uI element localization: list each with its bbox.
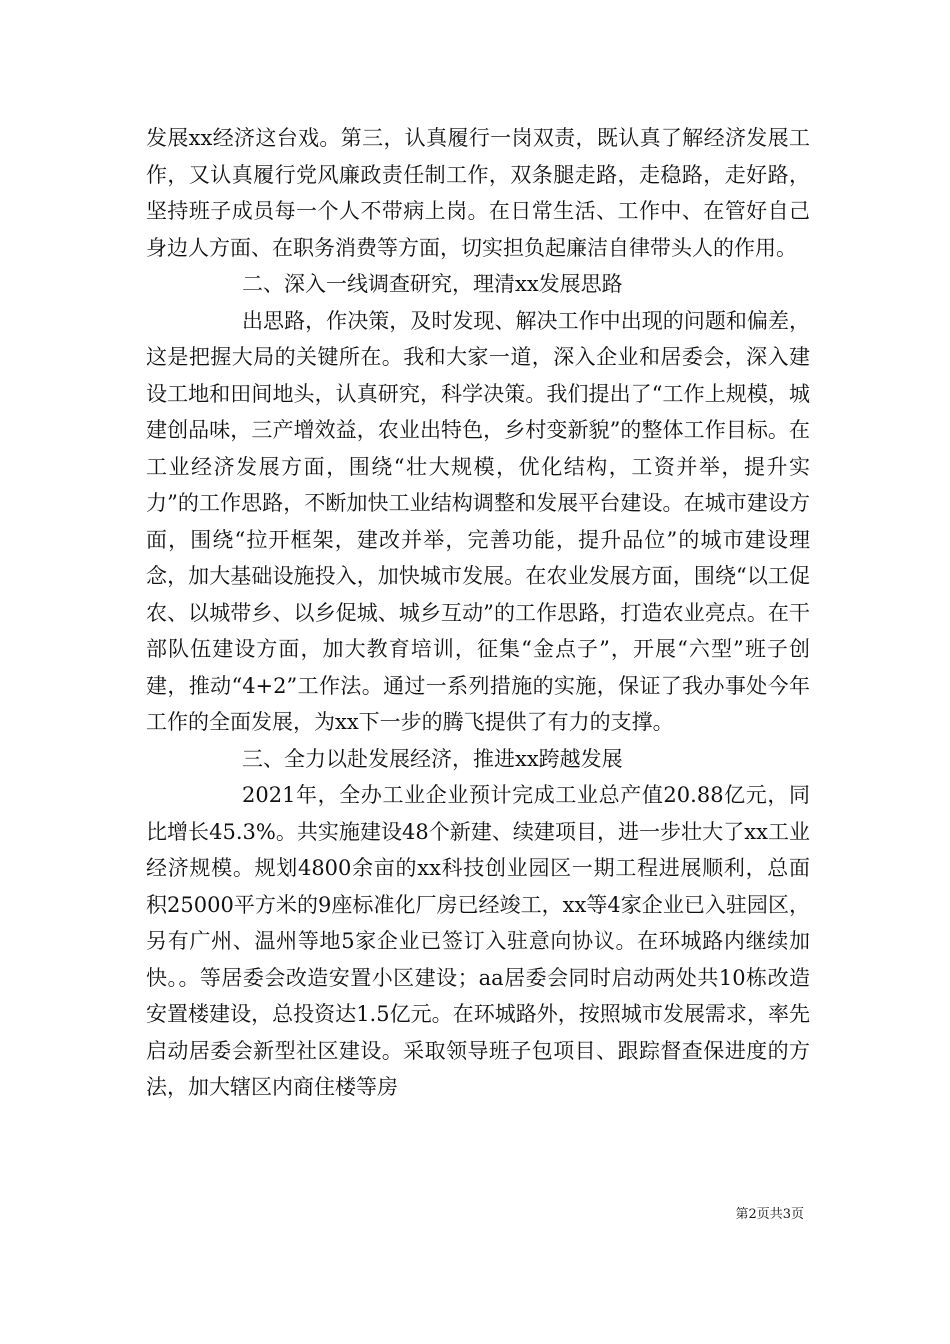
section-heading-2: 二、深入一线调查研究，理清xx发展思路 xyxy=(242,272,623,296)
page-number-footer: 第2页共3页 xyxy=(735,1207,804,1222)
paragraph-section-3: 2021年，全办工业企业预计完成工业总产值20.88亿元，同比增长45.3%。共实施建设48个新建、续建项目，进一步壮大了xx工业经济规模。规划4800余亩的xx科技创业园区一期工程进展顺利，总面积25000平方米的9座标准化厂房已经竣工，xx等4家企业已入驻园区，另有广州、温州等地5家企业已签订入驻意向协议。在环城路内继续加快。。等居委会改造安置小区建设；aa居委会同时启动两处共10栋改造安置楼建设，总投资达1.5亿元。在环城路外，按照城市发展需求，率先启动居委会新型社区建设。采取领导班子包项目、跟踪督查保进度的方法，加大辖区内商住楼等房 xyxy=(146,783,810,1099)
paragraph-continuation: 发展xx经济这台戏。第三，认真履行一岗双责，既认真了解经济发展工作，又认真履行党风廉政责任制工作，双条腿走路，走稳路，走好路，坚持班子成员每一个人不带病上岗。在日常生活、工作中、在管好自己身边人方面、在职务消费等方面，切实担负起廉洁自律带头人的作用。 xyxy=(146,126,810,260)
section-heading-3: 三、全力以赴发展经济，推进xx跨越发展 xyxy=(242,746,623,771)
paragraph-section-2: 出思路，作决策，及时发现、解决工作中出现的问题和偏差，这是把握大局的关键所在。我和大家一道，深入企业和居委会，深入建设工地和田间地头，认真研究，科学决策。我们提出了“工作上规模，城建创品味，三产增效益，农业出特色，乡村变新貌”的整体工作目标。在工业经济发展方面，围绕“壮大规模，优化结构，工资并举，提升实力”的工作思路，不断加快工业结构调整和发展平台建设。在城市建设方面，围绕“拉开框架，建改并举，完善功能，提升品位”的城市建设理念，加大基础设施投入，加快城市发展。在农业发展方面，围绕“以工促农、以城带乡、以乡促城、城乡互动”的工作思路，打造农业亮点。在干部队伍建设方面，加大教育培训，征集“金点子”，开展“六型”班子创建，推动“4+2”工作法。通过一系列措施的实施，保证了我办事处今年工作的全面发展，为xx下一步的腾飞提供了有力的支撑。 xyxy=(146,308,810,734)
document-body xyxy=(146,120,810,1106)
